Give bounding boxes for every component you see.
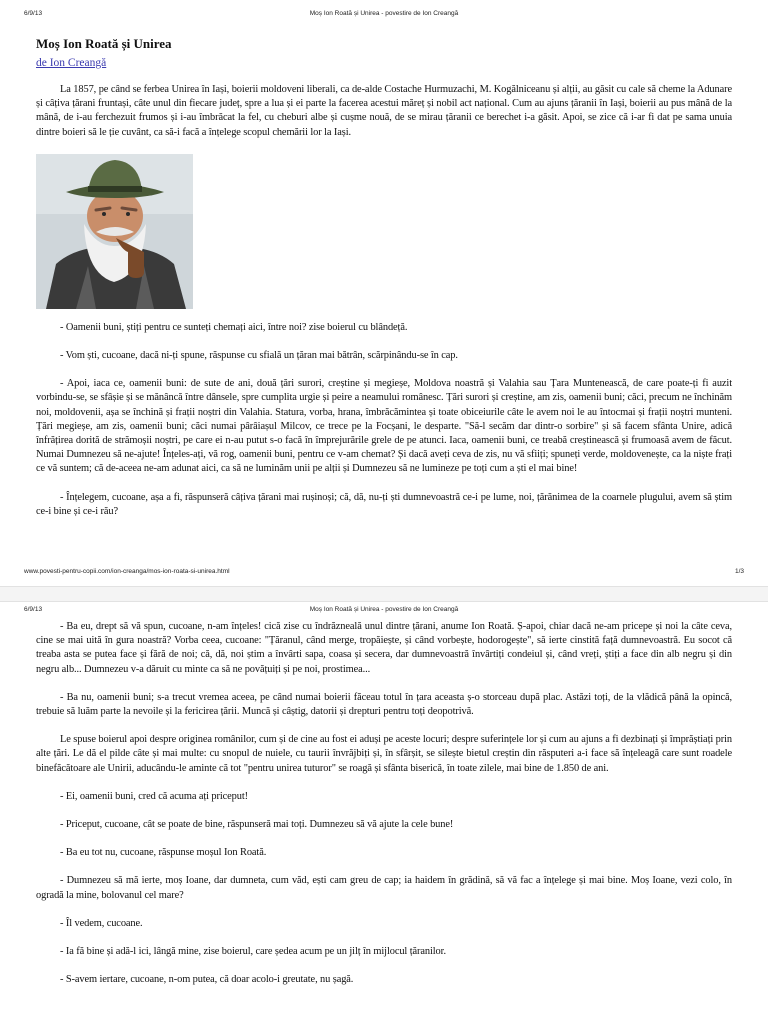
header-date: 6/9/13 xyxy=(24,10,43,17)
header-title: Moș Ion Roată și Unirea - povestire de Ion Creangă xyxy=(309,10,459,17)
footer-url[interactable]: www.povesti-pentru-copii.com/ion-creanga/mos-ion-roata-si-unirea.html xyxy=(24,568,230,575)
page-footer xyxy=(24,568,744,578)
portrait-illustration xyxy=(36,154,193,309)
dialogue-line: - Oamenii buni, știți pentru ce sunteți chemați aici, între noi? zise boierul cu blândeță. xyxy=(60,321,408,333)
dialogue-line: - Îl vedem, cucoane. xyxy=(60,917,143,929)
dialogue-line: - Ba nu, oamenii buni; s-a trecut vremea aceea, pe când numai boierii făceau totul în țara aceasta ș-o storceau după plac. Astăzi toți, de la vlădică până la opincă, trebuie să luăm parte la nevoile și la fericirea țării. Muncă și câștig, datorii și drepturi pentru toți deopotrivă. xyxy=(36,691,732,718)
dialogue-line: - Ba eu, drept să vă spun, cucoane, n-am înțeles! cică zise cu îndrăzneală unul dintre țărani, anume Ion Roată. Ș-apoi, chiar dacă ne-am pricepe și noi la câte ceva, cine se mai uită în gura noastră? Vorba ceea, cucoane: "Țăranul, când merge, tropăiește, și când vorbește, hodorogește", să ierte cinstită față dumnevoastră. Eu socot că treaba asta se putea face și fără de noi; că, dă, noi știm a învârti sapa, coasa și secera, dar dumnevoastră învârtiți condeiul și, când vreți, știți a face din alb negru și din negru alb... Dumnezeu v-a dăruit cu minte ca să ne povățuiți și pe noi, prostimea... xyxy=(36,621,732,675)
footer-page-number: 1/3 xyxy=(734,568,744,575)
dialogue-line: - Ei, oamenii buni, cred că acuma ați priceput! xyxy=(60,790,249,802)
page-header xyxy=(24,10,744,20)
header-date: 6/9/13 xyxy=(24,606,43,613)
narration-paragraph: Le spuse boierul apoi despre originea românilor, cum și de cine au fost ei aduși pe aceste locuri; despre suferințele lor și cum au ajuns a fi dezbinați și împrăștiați prin alte țări. Le dă el pilde câte și mai multe: cu snopul de nuiele, cu taurii învrăjbiți și, în sfârșit, se silește bietul creștin din răsputeri a-i face să înțeleagă care sunt roadele binefăcătoare ale Unirii, aducându-le aminte că tot "pentru unirea tuturor" se roagă și sfânta biserică, în toate zilele, mai bine de 1.850 de ani. xyxy=(36,734,732,774)
header-title: Moș Ion Roată și Unirea - povestire de Ion Creangă xyxy=(309,606,459,613)
article-title: Moș Ion Roată și Unirea xyxy=(36,36,172,51)
intro-paragraph: La 1857, pe când se ferbea Unirea în Iași, boierii moldoveni liberali, ca de-alde Costache Hurmuzachi, M. Kogălniceanu și alții, au găsit cu cale să cheme la Adunare și câțiva țărani fruntași, câte unul din fiecare județ, spre a lua și ei parte la facerea acestui măreț și nobil act național. Cum au ajuns țăranii în Iași, boierii au pus mână de la mână, de i-au ferchezuit frumos și i-au îmbrăcat la fel, cu cheburi albe și cușme nouă, de se mirau țăranii ce berechet i-a găsit. Apoi, se zice că i-ar fi dat pe sama unuia dintre boieri să le ție cuvânt, ca să-i facă a înțelege scopul chemării lor la Iași. xyxy=(36,84,732,138)
dialogue-line: - Priceput, cucoane, cât se poate de bine, răspunseră mai toți. Dumnezeu să vă ajute la cele bune! xyxy=(60,819,454,831)
dialogue-line: - Dumnezeu să mă ierte, moș Ioane, dar dumneta, cum văd, ești cam greu de cap; ia haidem în grădină, să vă fac a înțelege și mai bine. Moș Ioane, vezi colo, în ogradă la mine, bolovanul cel mare? xyxy=(36,875,732,901)
dialogue-line: - Vom ști, cucoane, dacă ni-ți spune, răspunse cu sfială un țăran mai bătrân, scărpinându-se în cap. xyxy=(60,350,458,362)
page-2-content xyxy=(36,620,732,1001)
dialogue-line: - Ia fă bine și adă-l ici, lângă mine, zise boierul, care ședea acum pe un jilț în mijlocul țăranilor. xyxy=(60,946,446,958)
page-separator xyxy=(0,586,768,602)
author-link[interactable]: de Ion Creangă xyxy=(36,57,107,69)
dialogue-line: - Ba eu tot nu, cucoane, răspunse moșul Ion Roată. xyxy=(60,847,267,859)
dialogue-line: - S-avem iertare, cucoane, n-om putea, că doar acolo-i greutate, nu șagă. xyxy=(60,974,354,986)
page-1-content xyxy=(36,36,732,533)
dialogue-line: - Apoi, iaca ce, oamenii buni: de sute de ani, două țări surori, creștine și megieșe, Moldova noastră și Valahia sau Țara Muntenească, de care poate-ți fi auzit vorbindu-se, se sfâșie și se mănâncă între dânsele, spre cumplita urgie și peire a neamului românesc. Țări surori și creștine, am zis, oamenii buni; căci, precum ne închinăm noi, moldovenii, așa se închină și frații noștri din Valahia. Statura, vorba, hrana, îmbrăcămintea și toate obiceiurile câte le avem noi le au întocmai și frații noștri munteni. Țări megieșe, am zis, oamenii buni; căci numai pârâiașul Milcov, ce trece pe la Focșani, le desparte. "Să-l secăm dar dintr-o sorbire" și să facem sfânta Unire, adică înfrățirea dorită de strămoșii noștri, pe care ei n-au putut s-o facă în împrejurările grele de pe atunci. Iaca, oamenii buni, ce treabă creștinească și frumoasă avem de făcut. Numai Dumnezeu să ne-ajute! Înțeles-ați, vă rog, oamenii buni, pentru ce v-am chemat? Și dacă aveți ceva de zis, nu vă sfiiți; spuneți verde, moldovenește, ca la niște frați ce vă suntem; că de-aceea ne-am adunat aici, ca să ne luminăm unii pe alții și Dumnezeu să ne lumineze pe toți cum a ști el mai bine! xyxy=(36,378,732,475)
dialogue-line: - Înțelegem, cucoane, așa a fi, răspunseră câțiva țărani mai rușinoși; că, dă, nu-ți ști dumnevoastră ce-i pe lume, noi, țărănimea de la coarnele plugului, avem să știm ce-i bine și ce-i rău? xyxy=(36,491,732,517)
page-header xyxy=(24,606,744,616)
